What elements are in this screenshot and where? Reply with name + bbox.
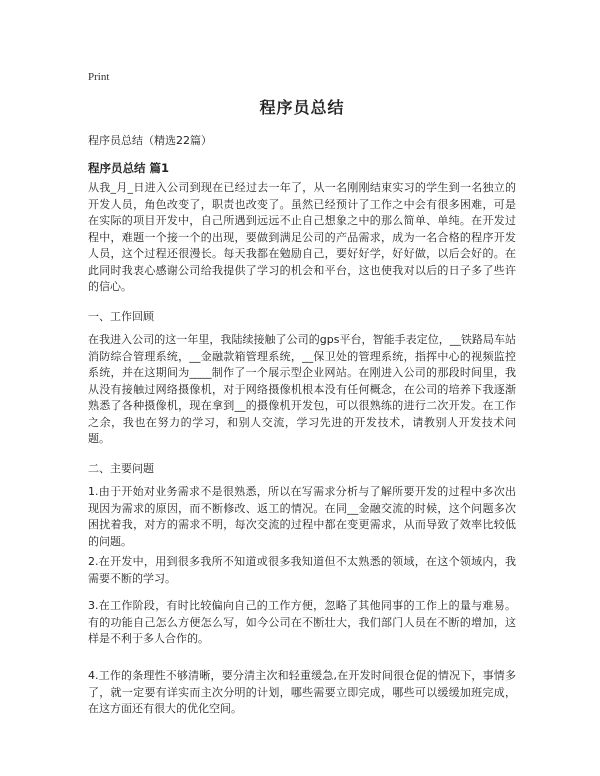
section-title: 程序员总结 篇1 bbox=[88, 161, 170, 175]
issue-2-paragraph: 2.在开发中，用到很多我所不知道或很多我知道但不太熟悉的领域，在这个领域内，我需要不断的学习。 bbox=[88, 555, 516, 585]
intro-paragraph: 从我_月_日进入公司到现在已经过去一年了，从一名刚刚结束实习的学生到一名独立的开发人员，角色改变了，职责也改变了。虽然已经预计了工作之中会有很多困难，可是在实际的项目开发中，自己所遇到远远不止自己想象之中的那么简单、单纯。在开发过程中，难题一个接一个的出现，要做到满足公司的产品需求，成为一名合格的程序开发人员，这个过程还很漫长。每天我都在勉励自己，要好好学，好好做，以后会好的。在此同时我衷心感谢公司给我提供了学习的机会和平台，这也使我对以后的日子多了些许的信心。 bbox=[88, 181, 516, 293]
issue-3-paragraph: 3.在工作阶段，有时比较偏向自己的工作方便，忽略了其他同事的工作上的量与难易。有的功能自己怎么方便怎么写，如今公司在不断壮大，我们部门人员在不断的增加，这样是不利于多人合作的。 bbox=[88, 599, 516, 645]
heading-main-issues: 二、主要问题 bbox=[88, 462, 154, 475]
heading-work-review: 一、工作回顾 bbox=[88, 310, 154, 323]
page-title: 程序员总结 bbox=[259, 98, 345, 117]
review-paragraph: 在我进入公司的这一年里，我陆续接触了公司的gps平台，智能手表定位，__铁路局车站消防综合管理系统，__金融款箱管理系统，__保卫处的管理系统，指挥中心的视频监控系统，并在这期间为____制作了一个展示型企业网站。在刚进入公司的那段时间里，我从没有接触过网络摄像机，对于网络摄像机根本没有任何概念，在公司的培养下我逐渐熟悉了各种摄像机，现在拿到__的摄像机开发包，可以很熟练的进行二次开发。在工作之余，我也在努力的学习，和别人交流，学习先进的开发技术，请教别人开发技术问题。 bbox=[88, 333, 516, 445]
print-link[interactable]: Print bbox=[88, 71, 110, 83]
document-subtitle: 程序员总结（精选22篇） bbox=[88, 134, 212, 147]
issue-1-paragraph: 1.由于开始对业务需求不是很熟悉，所以在写需求分析与了解所要开发的过程中多次出现因为需求的原因，而不断修改、返工的情况。在同__金融交流的时候，这个问题多次困扰着我，对方的需求不明，每次交流的过程中都在变更需求，从而导致了效率比较低的问题。 bbox=[88, 485, 516, 548]
issue-4-paragraph: 4.工作的条理性不够清晰，要分清主次和轻重缓急,在开发时间很仓促的情况下，事情多了，就一定要有详实而主次分明的计划，哪些需要立即完成，哪些可以缓缓加班完成，在这方面还有很大的优化空间。 bbox=[88, 669, 516, 715]
